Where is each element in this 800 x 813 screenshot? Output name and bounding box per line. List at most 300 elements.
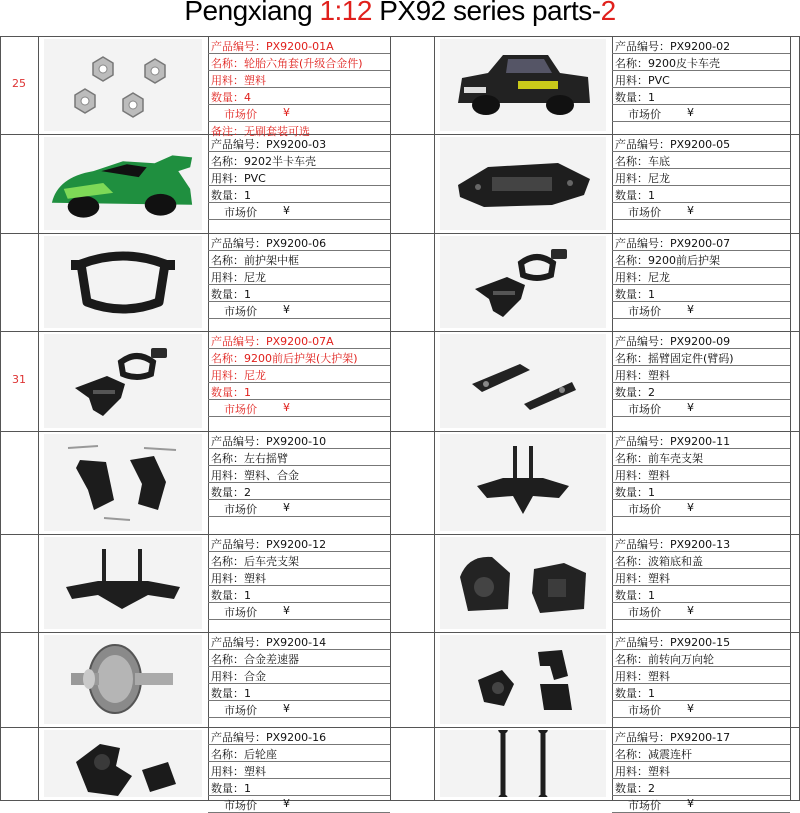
row-separator	[612, 151, 790, 152]
row-separator	[208, 666, 390, 667]
product-name	[211, 252, 299, 268]
product-quantity	[615, 187, 655, 203]
market-price-label: 市场价	[224, 305, 257, 318]
product-quantity-label: 数量：	[211, 189, 244, 202]
product-quantity	[615, 587, 655, 603]
row-separator	[208, 551, 390, 552]
product-material	[615, 170, 670, 186]
chassis-icon	[448, 149, 598, 219]
market-price	[208, 106, 390, 121]
product-code	[615, 433, 730, 449]
product-info	[612, 331, 790, 431]
product-quantity-label: 数量：	[615, 386, 648, 399]
product-photo	[440, 434, 606, 531]
product-material-value: PVC	[648, 74, 670, 87]
product-material-label: 用料：	[211, 369, 244, 382]
product-name	[211, 553, 299, 569]
arm-mounts-icon	[458, 346, 588, 416]
product-name	[615, 553, 703, 569]
currency-symbol: ¥	[687, 501, 694, 514]
product-name-label: 名称：	[211, 653, 244, 666]
product-photo	[440, 236, 606, 328]
product-name-value: 减震连杆	[648, 748, 692, 761]
page-title: Pengxiang 1:12 PX92 series parts-2	[184, 0, 616, 26]
currency-symbol: ¥	[283, 797, 290, 810]
product-material-label: 用料：	[615, 765, 648, 778]
product-info	[612, 134, 790, 233]
row-separator	[612, 683, 790, 684]
row-separator	[208, 185, 390, 186]
product-code-value: PX9200-02	[670, 40, 731, 53]
row-separator	[208, 761, 390, 762]
row-separator	[612, 399, 790, 400]
product-quantity-label: 数量：	[615, 687, 648, 700]
row-separator	[208, 104, 390, 105]
row-separator	[208, 516, 390, 517]
product-quantity-label: 数量：	[615, 189, 648, 202]
product-name-label: 名称：	[615, 57, 648, 70]
row-separator	[612, 602, 790, 603]
row-separator	[612, 482, 790, 483]
row-separator	[208, 382, 390, 383]
product-code-value: PX9200-10	[266, 435, 327, 448]
product-photo	[44, 635, 202, 724]
product-info	[612, 534, 790, 632]
product-quantity-label: 数量：	[615, 486, 648, 499]
market-price	[612, 204, 790, 219]
table-row	[0, 134, 800, 233]
product-material-value: 塑料	[648, 670, 670, 683]
product-name-label: 名称：	[615, 748, 648, 761]
product-code-label: 产品编号：	[615, 40, 670, 53]
row-separator	[208, 219, 390, 220]
bumper-frame-icon	[63, 242, 183, 322]
product-name	[211, 55, 363, 71]
row-separator	[612, 284, 790, 285]
product-code-value: PX9200-05	[670, 138, 731, 151]
row-separator	[208, 250, 390, 251]
product-material-value: 塑料	[648, 572, 670, 585]
row-separator	[612, 744, 790, 745]
product-photo	[44, 434, 202, 531]
product-info	[208, 727, 390, 812]
product-code-label: 产品编号：	[211, 636, 266, 649]
market-price-label: 市场价	[628, 704, 661, 717]
product-name-label: 名称：	[211, 254, 244, 267]
row-separator	[612, 568, 790, 569]
product-code-value: PX9200-07	[670, 237, 731, 250]
product-material-label: 用料：	[615, 74, 648, 87]
product-code-value: PX9200-13	[670, 538, 731, 551]
product-quantity	[615, 286, 655, 302]
product-photo	[44, 730, 202, 797]
product-code	[211, 235, 326, 251]
product-material-label: 用料：	[211, 172, 244, 185]
product-code-label: 产品编号：	[615, 731, 670, 744]
table-row	[0, 534, 800, 632]
row-separator	[612, 717, 790, 718]
market-price-label: 市场价	[224, 704, 257, 717]
product-name-value: 轮胎六角套(升级合金件)	[244, 57, 363, 70]
product-quantity-value: 1	[648, 288, 655, 301]
product-material-label: 用料：	[211, 572, 244, 585]
row-separator	[612, 348, 790, 349]
product-material	[211, 763, 266, 779]
table-row	[0, 36, 800, 138]
gearbox-icon	[448, 543, 598, 623]
product-name-label: 名称：	[615, 653, 648, 666]
product-name-value: 摇臂固定件(臂码)	[648, 352, 734, 365]
product-name-value: 后车壳支架	[244, 555, 299, 568]
product-material-label: 用料：	[615, 172, 648, 185]
product-material-label: 用料：	[615, 670, 648, 683]
market-price-label: 市场价	[628, 799, 661, 812]
product-photo	[44, 137, 202, 230]
product-code-label: 产品编号：	[211, 335, 266, 348]
row-separator	[612, 202, 790, 203]
product-material	[615, 467, 670, 483]
product-name-value: 9202半卡车壳	[244, 155, 316, 168]
product-quantity	[211, 484, 251, 500]
product-code-label: 产品编号：	[615, 435, 670, 448]
currency-symbol: ¥	[283, 604, 290, 617]
product-info	[208, 36, 390, 138]
market-price-label: 市场价	[628, 606, 661, 619]
market-price	[208, 702, 390, 717]
product-material	[211, 668, 266, 684]
row-separator	[612, 104, 790, 105]
product-quantity-value: 1	[648, 189, 655, 202]
product-material-value: 塑料	[648, 765, 670, 778]
steering-knuckles-icon	[458, 640, 588, 720]
product-name-value: 9200皮卡车壳	[648, 57, 720, 70]
row-separator	[208, 717, 390, 718]
market-price	[612, 797, 790, 812]
product-code-label: 产品编号：	[211, 40, 266, 53]
product-quantity-label: 数量：	[211, 589, 244, 602]
product-quantity-value: 1	[648, 589, 655, 602]
row-separator	[612, 185, 790, 186]
product-name-label: 名称：	[615, 155, 648, 168]
currency-symbol: ¥	[687, 303, 694, 316]
product-photo	[440, 39, 606, 131]
product-material	[615, 763, 670, 779]
row-separator	[208, 465, 390, 466]
row-separator	[208, 365, 390, 366]
product-code-value: PX9200-14	[266, 636, 327, 649]
product-quantity-label: 数量：	[211, 486, 244, 499]
product-code	[211, 729, 326, 745]
product-quantity-label: 数量：	[615, 782, 648, 795]
product-material-value: PVC	[244, 172, 266, 185]
bumper-set-icon	[463, 241, 583, 323]
product-code-value: PX9200-12	[266, 538, 327, 551]
market-price	[612, 303, 790, 318]
product-quantity-label: 数量：	[211, 386, 244, 399]
row-number: 31	[12, 373, 26, 386]
row-separator	[612, 53, 790, 54]
row-separator	[612, 619, 790, 620]
row-separator	[612, 416, 790, 417]
market-price	[208, 797, 390, 812]
product-code-label: 产品编号：	[211, 538, 266, 551]
row-separator	[612, 301, 790, 302]
product-quantity	[615, 685, 655, 701]
row-separator	[208, 348, 390, 349]
market-price-label: 市场价	[224, 206, 257, 219]
product-quantity	[211, 587, 251, 603]
product-note: 备注：无刷套装可选	[211, 125, 310, 138]
product-name-value: 合金差速器	[244, 653, 299, 666]
row-separator	[208, 499, 390, 500]
product-quantity	[615, 384, 655, 400]
parts-table	[0, 36, 800, 812]
row-separator	[612, 267, 790, 268]
product-name	[211, 746, 277, 762]
row-separator	[612, 318, 790, 319]
row-separator	[612, 219, 790, 220]
product-code-label: 产品编号：	[211, 731, 266, 744]
product-name-value: 9200前后护架	[648, 254, 720, 267]
product-name-value: 后轮座	[244, 748, 277, 761]
product-code-label: 产品编号：	[615, 237, 670, 250]
product-material-label: 用料：	[211, 469, 244, 482]
product-code	[615, 333, 730, 349]
row-separator	[208, 683, 390, 684]
product-code-value: PX9200-01A	[266, 40, 334, 53]
currency-symbol: ¥	[283, 303, 290, 316]
row-separator	[208, 70, 390, 71]
market-price	[208, 501, 390, 516]
currency-symbol: ¥	[687, 401, 694, 414]
row-separator	[612, 70, 790, 71]
currency-symbol: ¥	[283, 106, 290, 119]
product-quantity	[211, 685, 251, 701]
currency-symbol: ¥	[687, 797, 694, 810]
product-code-label: 产品编号：	[615, 138, 670, 151]
product-material	[211, 269, 266, 285]
product-quantity	[615, 780, 655, 796]
row-separator	[612, 448, 790, 449]
product-photo	[440, 137, 606, 230]
row-separator	[612, 551, 790, 552]
product-name	[615, 350, 734, 366]
product-material-label: 用料：	[615, 469, 648, 482]
product-code-label: 产品编号：	[211, 435, 266, 448]
product-material-label: 用料：	[211, 271, 244, 284]
row-separator	[208, 202, 390, 203]
row-separator	[612, 516, 790, 517]
row-separator	[208, 700, 390, 701]
row-separator	[208, 602, 390, 603]
product-quantity-value: 4	[244, 91, 251, 104]
product-quantity-value: 1	[244, 687, 251, 700]
product-photo	[44, 537, 202, 629]
product-name-label: 名称：	[615, 254, 648, 267]
product-name	[211, 153, 316, 169]
product-material-label: 用料：	[615, 271, 648, 284]
table-row	[0, 727, 800, 812]
product-name-value: 前车壳支架	[648, 452, 703, 465]
product-name-value: 左右摇臂	[244, 452, 288, 465]
row-separator	[208, 53, 390, 54]
hex-hubs-icon	[63, 45, 183, 125]
pickup-body-icon	[448, 43, 598, 128]
product-code-label: 产品编号：	[211, 138, 266, 151]
currency-symbol: ¥	[283, 401, 290, 414]
product-quantity	[211, 187, 251, 203]
product-quantity-value: 2	[244, 486, 251, 499]
product-code	[615, 235, 730, 251]
product-quantity-value: 1	[244, 589, 251, 602]
product-name	[615, 450, 703, 466]
product-material	[615, 269, 670, 285]
row-separator	[208, 416, 390, 417]
product-name-label: 名称：	[615, 555, 648, 568]
product-material	[211, 72, 266, 88]
product-material	[615, 72, 670, 88]
product-code-value: PX9200-15	[670, 636, 731, 649]
market-price-label: 市场价	[628, 403, 661, 416]
product-quantity	[211, 89, 251, 105]
row-separator	[208, 301, 390, 302]
row-separator	[208, 284, 390, 285]
product-quantity-label: 数量：	[211, 288, 244, 301]
product-quantity	[615, 484, 655, 500]
product-name	[615, 55, 720, 71]
product-name-value: 波箱底和盖	[648, 555, 703, 568]
currency-symbol: ¥	[687, 604, 694, 617]
product-quantity-value: 1	[648, 91, 655, 104]
product-material-value: 塑料	[244, 765, 266, 778]
product-code	[615, 536, 730, 552]
row-separator	[612, 382, 790, 383]
product-quantity-value: 1	[244, 288, 251, 301]
product-material-value: 塑料	[244, 74, 266, 87]
table-row	[0, 233, 800, 331]
product-info	[208, 632, 390, 727]
row-separator	[208, 168, 390, 169]
row-separator	[208, 87, 390, 88]
product-code	[615, 729, 730, 745]
row-separator	[612, 168, 790, 169]
product-photo	[440, 730, 606, 797]
row-separator	[208, 318, 390, 319]
product-name-label: 名称：	[211, 452, 244, 465]
product-name-label: 名称：	[211, 555, 244, 568]
product-quantity-value: 1	[244, 189, 251, 202]
row-separator	[208, 482, 390, 483]
product-code-value: PX9200-17	[670, 731, 731, 744]
currency-symbol: ¥	[283, 204, 290, 217]
product-material-value: 塑料	[648, 369, 670, 382]
rear-hub-icon	[58, 730, 188, 797]
product-material	[211, 570, 266, 586]
row-separator	[612, 499, 790, 500]
row-separator	[612, 87, 790, 88]
row-separator	[208, 649, 390, 650]
product-quantity-value: 2	[648, 386, 655, 399]
product-code	[211, 536, 326, 552]
market-price-label: 市场价	[628, 305, 661, 318]
product-code	[615, 136, 730, 152]
product-quantity-value: 2	[648, 782, 655, 795]
product-material-value: 尼龙	[648, 172, 670, 185]
product-code	[615, 38, 730, 54]
product-code	[615, 634, 730, 650]
product-photo	[440, 537, 606, 629]
market-price	[208, 401, 390, 416]
product-quantity-label: 数量：	[211, 687, 244, 700]
product-name-label: 名称：	[211, 57, 244, 70]
product-photo	[440, 635, 606, 724]
market-price	[612, 604, 790, 619]
product-quantity-label: 数量：	[211, 91, 244, 104]
shock-links-icon	[463, 730, 583, 797]
product-material-value: 尼龙	[244, 271, 266, 284]
product-material	[615, 367, 670, 383]
table-row	[0, 431, 800, 534]
market-price-label: 市场价	[628, 503, 661, 516]
truggy-body-icon	[44, 141, 202, 226]
row-separator	[612, 649, 790, 650]
row-separator	[612, 700, 790, 701]
row-separator	[612, 761, 790, 762]
row-separator	[612, 465, 790, 466]
product-material-label: 用料：	[615, 369, 648, 382]
market-price-label: 市场价	[224, 606, 257, 619]
product-material-label: 用料：	[211, 74, 244, 87]
product-quantity-value: 1	[648, 687, 655, 700]
product-info	[612, 36, 790, 134]
product-material	[211, 367, 266, 383]
product-info	[612, 233, 790, 331]
market-price-label: 市场价	[224, 799, 257, 812]
market-price	[612, 401, 790, 416]
market-price	[208, 604, 390, 619]
row-separator	[612, 250, 790, 251]
product-material	[211, 170, 266, 186]
product-info	[208, 233, 390, 331]
currency-symbol: ¥	[687, 702, 694, 715]
product-quantity-value: 1	[244, 386, 251, 399]
row-separator	[612, 666, 790, 667]
product-quantity-value: 1	[244, 782, 251, 795]
product-quantity-label: 数量：	[211, 782, 244, 795]
product-name-label: 名称：	[615, 352, 648, 365]
row-separator	[612, 121, 790, 122]
row-separator	[208, 448, 390, 449]
product-name-value: 9200前后护架(大护架)	[244, 352, 358, 365]
product-code-label: 产品编号：	[615, 335, 670, 348]
market-price	[208, 303, 390, 318]
product-material-value: 尼龙	[244, 369, 266, 382]
product-name-label: 名称：	[615, 452, 648, 465]
row-separator	[208, 744, 390, 745]
product-quantity-label: 数量：	[615, 589, 648, 602]
market-price-label: 市场价	[224, 503, 257, 516]
product-code-label: 产品编号：	[615, 538, 670, 551]
product-code	[211, 136, 326, 152]
product-code-value: PX9200-06	[266, 237, 327, 250]
product-material	[615, 570, 670, 586]
product-code-label: 产品编号：	[211, 237, 266, 250]
row-separator	[208, 121, 390, 122]
product-photo	[44, 39, 202, 131]
row-separator	[612, 585, 790, 586]
product-code-value: PX9200-09	[670, 335, 731, 348]
market-price-label: 市场价	[628, 206, 661, 219]
